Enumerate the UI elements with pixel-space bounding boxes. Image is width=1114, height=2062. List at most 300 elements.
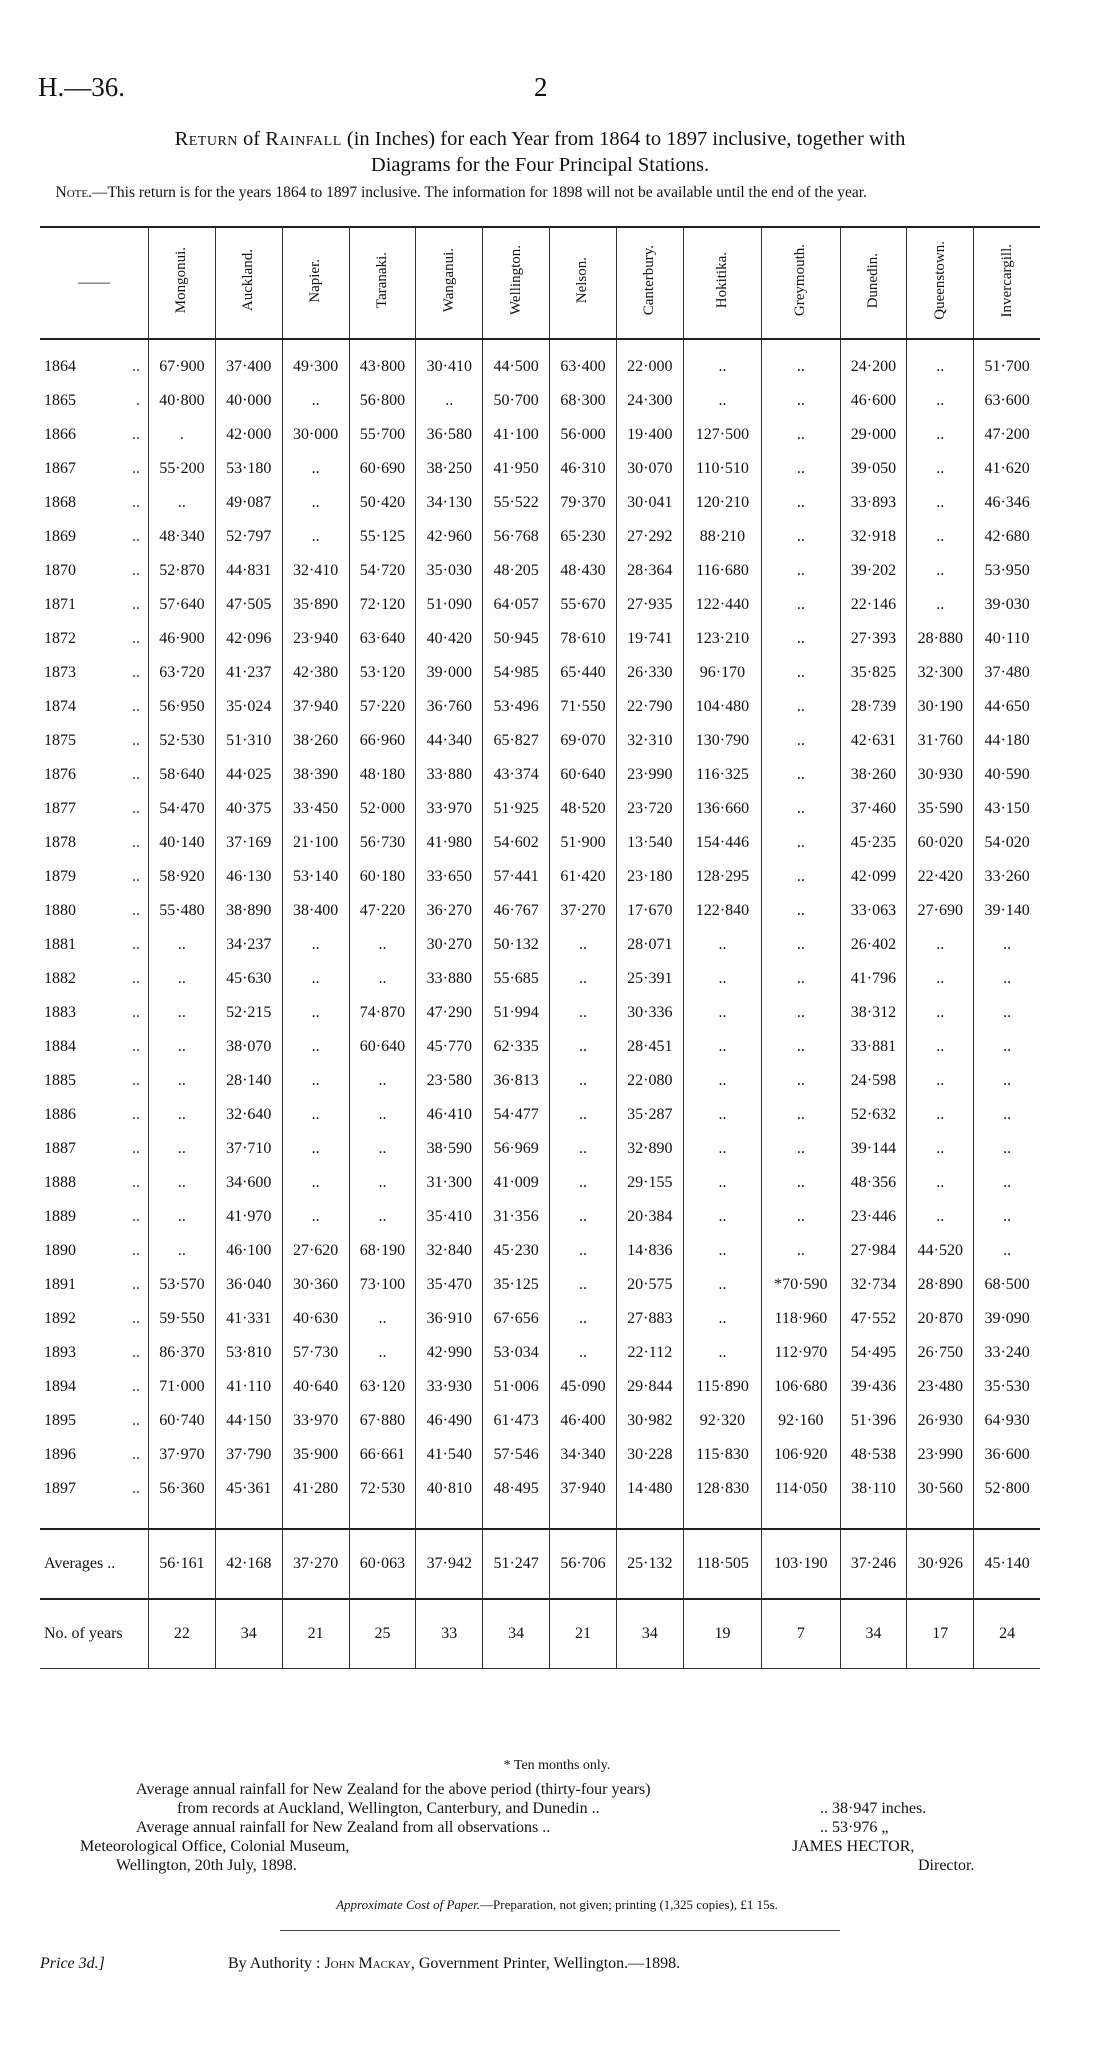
- rainfall-cell: ..: [762, 1166, 840, 1200]
- rainfall-cell: ..: [974, 996, 1040, 1030]
- table-row: [40, 1268, 1040, 1302]
- title-word-of: of: [243, 128, 261, 150]
- year-cell: [40, 1268, 149, 1302]
- year-label: 1894: [44, 1378, 76, 1395]
- rainfall-cell: 61·420: [550, 860, 617, 894]
- rainfall-cell: ..: [349, 1166, 416, 1200]
- rainfall-cell: ..: [974, 962, 1040, 996]
- rainfall-cell: ..: [282, 486, 349, 520]
- title-word-return: Return: [174, 128, 238, 150]
- rainfall-cell: 37·460: [840, 792, 907, 826]
- rainfall-cell: 41·950: [483, 452, 550, 486]
- rainfall-cell: 48·205: [483, 554, 550, 588]
- table-row: [40, 1370, 1040, 1404]
- rainfall-cell: 60·640: [349, 1030, 416, 1064]
- rainfall-cell: ..: [550, 1166, 617, 1200]
- rainfall-cell: 40·000: [215, 384, 282, 418]
- leader-dots: ..: [132, 1208, 140, 1225]
- rainfall-cell: ..: [907, 554, 974, 588]
- rainfall-cell: 40·140: [149, 826, 216, 860]
- year-cell: [40, 928, 149, 962]
- year-label: 1896: [44, 1446, 76, 1463]
- rainfall-cell: ..: [762, 384, 840, 418]
- rainfall-cell: 33·893: [840, 486, 907, 520]
- year-label: 1866: [44, 426, 76, 443]
- years-count-cell: 19: [683, 1599, 761, 1669]
- station-name: Wellington.: [507, 245, 524, 316]
- average-cell: 42·168: [215, 1529, 282, 1599]
- years-count-cell: 21: [282, 1599, 349, 1669]
- year-cell: [40, 520, 149, 554]
- table-row: [40, 1132, 1040, 1166]
- year-cell: [40, 894, 149, 928]
- year-label: 1870: [44, 562, 76, 579]
- rainfall-cell: 37·169: [215, 826, 282, 860]
- year-label: 1884: [44, 1038, 76, 1055]
- year-label: 1888: [44, 1174, 76, 1191]
- authority-prefix: By Authority :: [228, 1955, 321, 1972]
- rainfall-cell: 33·650: [416, 860, 483, 894]
- rainfall-cell: ..: [762, 962, 840, 996]
- rainfall-cell: ..: [683, 1064, 761, 1098]
- rainfall-cell: ..: [282, 928, 349, 962]
- office-address: Meteorological Office, Colonial Museum,: [80, 1838, 350, 1855]
- rainfall-cell: 51·090: [416, 588, 483, 622]
- rainfall-cell: 48·495: [483, 1472, 550, 1506]
- table-row: [40, 1098, 1040, 1132]
- rainfall-cell: ..: [974, 1200, 1040, 1234]
- rainfall-cell: 35·530: [974, 1370, 1040, 1404]
- years-label: No. of years: [40, 1599, 149, 1669]
- year-cell: [40, 622, 149, 656]
- year-label: 1865: [44, 392, 76, 409]
- rainfall-cell: 31·760: [907, 724, 974, 758]
- rainfall-cell: ..: [683, 1098, 761, 1132]
- table-row: [40, 1336, 1040, 1370]
- rainfall-cell: 24·300: [616, 384, 683, 418]
- average-cell: 30·926: [907, 1529, 974, 1599]
- rainfall-cell: 33·881: [840, 1030, 907, 1064]
- rainfall-cell: 29·000: [840, 418, 907, 452]
- leader-dots: ..: [132, 664, 140, 681]
- rainfall-cell: 52·530: [149, 724, 216, 758]
- leader-dots: ..: [132, 834, 140, 851]
- rainfall-cell: 48·538: [840, 1438, 907, 1472]
- rainfall-cell: 56·800: [349, 384, 416, 418]
- rainfall-cell: 37·480: [974, 656, 1040, 690]
- rainfall-cell: 30·070: [616, 452, 683, 486]
- footer-rule: [280, 1930, 840, 1931]
- year-label: 1890: [44, 1242, 76, 1259]
- spacer-cell: [974, 1506, 1040, 1529]
- spacer-cell: [149, 1506, 216, 1529]
- rainfall-cell: 68·500: [974, 1268, 1040, 1302]
- spacer-cell: [40, 1506, 149, 1529]
- rainfall-cell: 78·610: [550, 622, 617, 656]
- rainfall-cell: 27·984: [840, 1234, 907, 1268]
- rainfall-cell: 110·510: [683, 452, 761, 486]
- years-count-cell: 25: [349, 1599, 416, 1669]
- rainfall-cell: 52·215: [215, 996, 282, 1030]
- rainfall-cell: 30·930: [907, 758, 974, 792]
- rainfall-cell: 51·396: [840, 1404, 907, 1438]
- rainfall-cell: 33·880: [416, 758, 483, 792]
- signatory-title: Director.: [918, 1857, 975, 1874]
- rainfall-cell: 67·900: [149, 339, 216, 384]
- rainfall-cell: 28·451: [616, 1030, 683, 1064]
- rainfall-cell: 41·796: [840, 962, 907, 996]
- station-name: Canterbury.: [641, 245, 658, 316]
- rainfall-cell: 72·530: [349, 1472, 416, 1506]
- rainfall-cell: 53·950: [974, 554, 1040, 588]
- rainfall-cell: ..: [282, 1200, 349, 1234]
- rainfall-cell: 46·310: [550, 452, 617, 486]
- rainfall-cell: 60·180: [349, 860, 416, 894]
- table-row: [40, 486, 1040, 520]
- rainfall-cell: ..: [762, 1064, 840, 1098]
- page-number: 2: [534, 72, 548, 102]
- rainfall-cell: ..: [282, 452, 349, 486]
- leader-dots: ..: [132, 1242, 140, 1259]
- leader-dots: ..: [132, 868, 140, 885]
- table-row: [40, 724, 1040, 758]
- year-label: 1873: [44, 664, 76, 681]
- rainfall-cell: 33·970: [282, 1404, 349, 1438]
- rainfall-cell: 54·720: [349, 554, 416, 588]
- rainfall-cell: 38·260: [840, 758, 907, 792]
- rainfall-cell: 56·360: [149, 1472, 216, 1506]
- rainfall-cell: 40·630: [282, 1302, 349, 1336]
- rainfall-cell: ..: [974, 1234, 1040, 1268]
- rainfall-cell: 27·393: [840, 622, 907, 656]
- table-row: [40, 452, 1040, 486]
- rainfall-cell: ..: [349, 1064, 416, 1098]
- station-name: Auckland.: [240, 249, 257, 312]
- year-label: 1872: [44, 630, 76, 647]
- station-name: Invercargill.: [998, 243, 1015, 318]
- year-cell: [40, 1302, 149, 1336]
- year-label: 1895: [44, 1412, 76, 1429]
- rainfall-cell: 44·180: [974, 724, 1040, 758]
- table-row: [40, 1064, 1040, 1098]
- rainfall-cell: 14·480: [616, 1472, 683, 1506]
- rainfall-cell: 92·160: [762, 1404, 840, 1438]
- rainfall-cell: 44·831: [215, 554, 282, 588]
- rainfall-cell: 32·300: [907, 656, 974, 690]
- rainfall-cell: 50·700: [483, 384, 550, 418]
- rainfall-cell: ..: [762, 452, 840, 486]
- year-cell: [40, 962, 149, 996]
- year-cell: [40, 656, 149, 690]
- rainfall-cell: 30·410: [416, 339, 483, 384]
- rainfall-cell: 46·900: [149, 622, 216, 656]
- rainfall-cell: ..: [282, 996, 349, 1030]
- rainfall-cell: ..: [550, 928, 617, 962]
- table-row: [40, 1302, 1040, 1336]
- rainfall-cell: 69·070: [550, 724, 617, 758]
- rainfall-cell: 52·632: [840, 1098, 907, 1132]
- rainfall-cell: ..: [907, 1132, 974, 1166]
- station-header: [149, 227, 216, 339]
- rainfall-cell: 46·767: [483, 894, 550, 928]
- rainfall-cell: 57·546: [483, 1438, 550, 1472]
- year-cell: [40, 588, 149, 622]
- rainfall-cell: ..: [683, 384, 761, 418]
- rainfall-cell: 52·797: [215, 520, 282, 554]
- average-cell: 45·140: [974, 1529, 1040, 1599]
- station-header: [974, 227, 1040, 339]
- rainfall-cell: 55·670: [550, 588, 617, 622]
- rainfall-cell: 56·730: [349, 826, 416, 860]
- rainfall-cell: 54·602: [483, 826, 550, 860]
- rainfall-cell: 57·220: [349, 690, 416, 724]
- rainfall-cell: 30·270: [416, 928, 483, 962]
- table-row: [40, 1166, 1040, 1200]
- rainfall-cell: ..: [149, 1098, 216, 1132]
- station-header: [282, 227, 349, 339]
- rainfall-cell: ..: [550, 1336, 617, 1370]
- years-count-cell: 33: [416, 1599, 483, 1669]
- rainfall-cell: 39·144: [840, 1132, 907, 1166]
- rainfall-cell: 33·880: [416, 962, 483, 996]
- rainfall-cell: 37·270: [550, 894, 617, 928]
- spacer-cell: [683, 1506, 761, 1529]
- rainfall-cell: 54·477: [483, 1098, 550, 1132]
- rainfall-cell: 63·600: [974, 384, 1040, 418]
- rainfall-cell: 33·063: [840, 894, 907, 928]
- rainfall-cell: ..: [550, 962, 617, 996]
- summary-line-3: Average annual rainfall for New Zealand from all observations ..: [136, 1819, 551, 1836]
- rainfall-cell: 118·960: [762, 1302, 840, 1336]
- rainfall-cell: 46·410: [416, 1098, 483, 1132]
- rainfall-cell: 24·598: [840, 1064, 907, 1098]
- spacer-cell: [483, 1506, 550, 1529]
- spacer-cell: [349, 1506, 416, 1529]
- years-count-cell: 17: [907, 1599, 974, 1669]
- rainfall-cell: 44·340: [416, 724, 483, 758]
- table-row: [40, 860, 1040, 894]
- rainfall-cell: ..: [762, 928, 840, 962]
- station-header: [483, 227, 550, 339]
- leader-dots: ..: [132, 902, 140, 919]
- signatory-name: JAMES HECTOR,: [792, 1838, 915, 1855]
- rainfall-cell: ..: [907, 588, 974, 622]
- years-count-cell: 21: [550, 1599, 617, 1669]
- rainfall-cell: 48·340: [149, 520, 216, 554]
- rainfall-cell: 41·540: [416, 1438, 483, 1472]
- rainfall-cell: 120·210: [683, 486, 761, 520]
- rainfall-cell: ..: [683, 1234, 761, 1268]
- rainfall-cell: 56·768: [483, 520, 550, 554]
- rainfall-cell: 41·009: [483, 1166, 550, 1200]
- year-cell: [40, 1098, 149, 1132]
- leader-dots: ..: [132, 1174, 140, 1191]
- corner-cell: ——: [40, 227, 149, 339]
- rainfall-cell: 32·840: [416, 1234, 483, 1268]
- leader-dots: ..: [132, 1106, 140, 1123]
- year-label: 1877: [44, 800, 76, 817]
- rainfall-cell: 27·883: [616, 1302, 683, 1336]
- rainfall-cell: 49·300: [282, 339, 349, 384]
- year-cell: [40, 1336, 149, 1370]
- leader-dots: ..: [132, 630, 140, 647]
- rainfall-cell: 41·110: [215, 1370, 282, 1404]
- rainfall-cell: 40·590: [974, 758, 1040, 792]
- rainfall-cell: 60·690: [349, 452, 416, 486]
- rainfall-cell: ..: [149, 962, 216, 996]
- rainfall-cell: 51·925: [483, 792, 550, 826]
- rainfall-table: [40, 226, 1040, 1669]
- spacer-cell: [616, 1506, 683, 1529]
- rainfall-cell: ..: [550, 1302, 617, 1336]
- price: Price 3d.]: [40, 1955, 105, 1972]
- rainfall-cell: ..: [416, 384, 483, 418]
- rainfall-cell: 20·384: [616, 1200, 683, 1234]
- spacer-cell: [282, 1506, 349, 1529]
- rainfall-cell: 123·210: [683, 622, 761, 656]
- table-row: [40, 962, 1040, 996]
- rainfall-cell: 24·200: [840, 339, 907, 384]
- rainfall-cell: 38·590: [416, 1132, 483, 1166]
- station-header: [416, 227, 483, 339]
- rainfall-cell: ..: [282, 1064, 349, 1098]
- spacer-cell: [907, 1506, 974, 1529]
- rainfall-cell: 43·374: [483, 758, 550, 792]
- rainfall-cell: 65·827: [483, 724, 550, 758]
- rainfall-cell: 40·800: [149, 384, 216, 418]
- rainfall-cell: 67·656: [483, 1302, 550, 1336]
- average-cell: 56·706: [550, 1529, 617, 1599]
- rainfall-cell: 47·505: [215, 588, 282, 622]
- rainfall-cell: 37·790: [215, 1438, 282, 1472]
- summary-line-2: from records at Auckland, Wellington, Canterbury, and Dunedin ..: [177, 1800, 600, 1817]
- year-label: 1876: [44, 766, 76, 783]
- year-label: 1864: [44, 358, 76, 375]
- years-count-cell: 34: [483, 1599, 550, 1669]
- leader-dots: ..: [132, 970, 140, 987]
- year-cell: [40, 1166, 149, 1200]
- rainfall-cell: 122·840: [683, 894, 761, 928]
- rainfall-cell: 31·356: [483, 1200, 550, 1234]
- rainfall-cell: 44·150: [215, 1404, 282, 1438]
- rainfall-cell: ..: [349, 1098, 416, 1132]
- rainfall-cell: ..: [762, 656, 840, 690]
- rainfall-cell: 29·844: [616, 1370, 683, 1404]
- rainfall-cell: 23·446: [840, 1200, 907, 1234]
- table-row: [40, 588, 1040, 622]
- rainfall-cell: 61·473: [483, 1404, 550, 1438]
- rainfall-cell: 59·550: [149, 1302, 216, 1336]
- rainfall-cell: ..: [762, 724, 840, 758]
- rainfall-cell: 45·361: [215, 1472, 282, 1506]
- rainfall-cell: 54·495: [840, 1336, 907, 1370]
- year-cell: [40, 384, 149, 418]
- rainfall-cell: ..: [762, 1234, 840, 1268]
- leader-dots: ..: [132, 562, 140, 579]
- rainfall-cell: ..: [550, 1064, 617, 1098]
- rainfall-cell: 48·520: [550, 792, 617, 826]
- average-cell: 60·063: [349, 1529, 416, 1599]
- rainfall-cell: ..: [762, 690, 840, 724]
- rainfall-cell: ..: [907, 996, 974, 1030]
- leader-dots: ..: [132, 1378, 140, 1395]
- rainfall-cell: 128·830: [683, 1472, 761, 1506]
- rainfall-cell: 55·480: [149, 894, 216, 928]
- rainfall-cell: 42·631: [840, 724, 907, 758]
- rainfall-cell: ..: [349, 1336, 416, 1370]
- rainfall-cell: 36·813: [483, 1064, 550, 1098]
- rainfall-cell: 30·190: [907, 690, 974, 724]
- rainfall-cell: ..: [974, 1064, 1040, 1098]
- leader-dots: ..: [132, 596, 140, 613]
- rainfall-cell: 39·202: [840, 554, 907, 588]
- rainfall-cell: ..: [762, 486, 840, 520]
- rainfall-cell: ..: [282, 1098, 349, 1132]
- rainfall-cell: 63·400: [550, 339, 617, 384]
- rainfall-cell: 27·620: [282, 1234, 349, 1268]
- station-name: Dunedin.: [864, 252, 881, 309]
- rainfall-cell: 39·000: [416, 656, 483, 690]
- rainfall-cell: 122·440: [683, 588, 761, 622]
- note-label: Note.: [55, 184, 92, 201]
- average-cell: 25·132: [616, 1529, 683, 1599]
- year-label: 1887: [44, 1140, 76, 1157]
- rainfall-cell: 37·970: [149, 1438, 216, 1472]
- rainfall-cell: 92·320: [683, 1404, 761, 1438]
- rainfall-cell: ..: [349, 1302, 416, 1336]
- rainfall-cell: ..: [762, 520, 840, 554]
- year-label: 1875: [44, 732, 76, 749]
- station-name: Hokitika.: [713, 252, 730, 309]
- year-label: 1886: [44, 1106, 76, 1123]
- rainfall-cell: 51·310: [215, 724, 282, 758]
- rainfall-cell: ..: [149, 1234, 216, 1268]
- rainfall-cell: 42·096: [215, 622, 282, 656]
- rainfall-cell: ..: [762, 339, 840, 384]
- rainfall-cell: 53·120: [349, 656, 416, 690]
- table-row: [40, 1200, 1040, 1234]
- leader-dots: ..: [132, 732, 140, 749]
- rainfall-cell: 41·970: [215, 1200, 282, 1234]
- rainfall-cell: 48·430: [550, 554, 617, 588]
- rainfall-cell: 22·146: [840, 588, 907, 622]
- rainfall-cell: ..: [907, 1098, 974, 1132]
- rainfall-cell: 28·140: [215, 1064, 282, 1098]
- table-row: [40, 384, 1040, 418]
- rainfall-cell: 38·890: [215, 894, 282, 928]
- rainfall-cell: 44·500: [483, 339, 550, 384]
- year-cell: [40, 1438, 149, 1472]
- rainfall-cell: 32·310: [616, 724, 683, 758]
- cost-line: [0, 1897, 1114, 1913]
- year-cell: [40, 690, 149, 724]
- rainfall-cell: 43·800: [349, 339, 416, 384]
- rainfall-cell: 60·020: [907, 826, 974, 860]
- rainfall-cell: 56·969: [483, 1132, 550, 1166]
- rainfall-cell: 46·100: [215, 1234, 282, 1268]
- rainfall-cell: 130·790: [683, 724, 761, 758]
- rainfall-cell: 64·930: [974, 1404, 1040, 1438]
- rainfall-cell: ..: [762, 588, 840, 622]
- rainfall-cell: ..: [149, 1030, 216, 1064]
- rainfall-cell: 41·980: [416, 826, 483, 860]
- year-cell: [40, 1132, 149, 1166]
- rainfall-cell: 47·290: [416, 996, 483, 1030]
- years-count-cell: 34: [840, 1599, 907, 1669]
- rainfall-cell: ..: [282, 962, 349, 996]
- average-cell: 103·190: [762, 1529, 840, 1599]
- rainfall-cell: 20·575: [616, 1268, 683, 1302]
